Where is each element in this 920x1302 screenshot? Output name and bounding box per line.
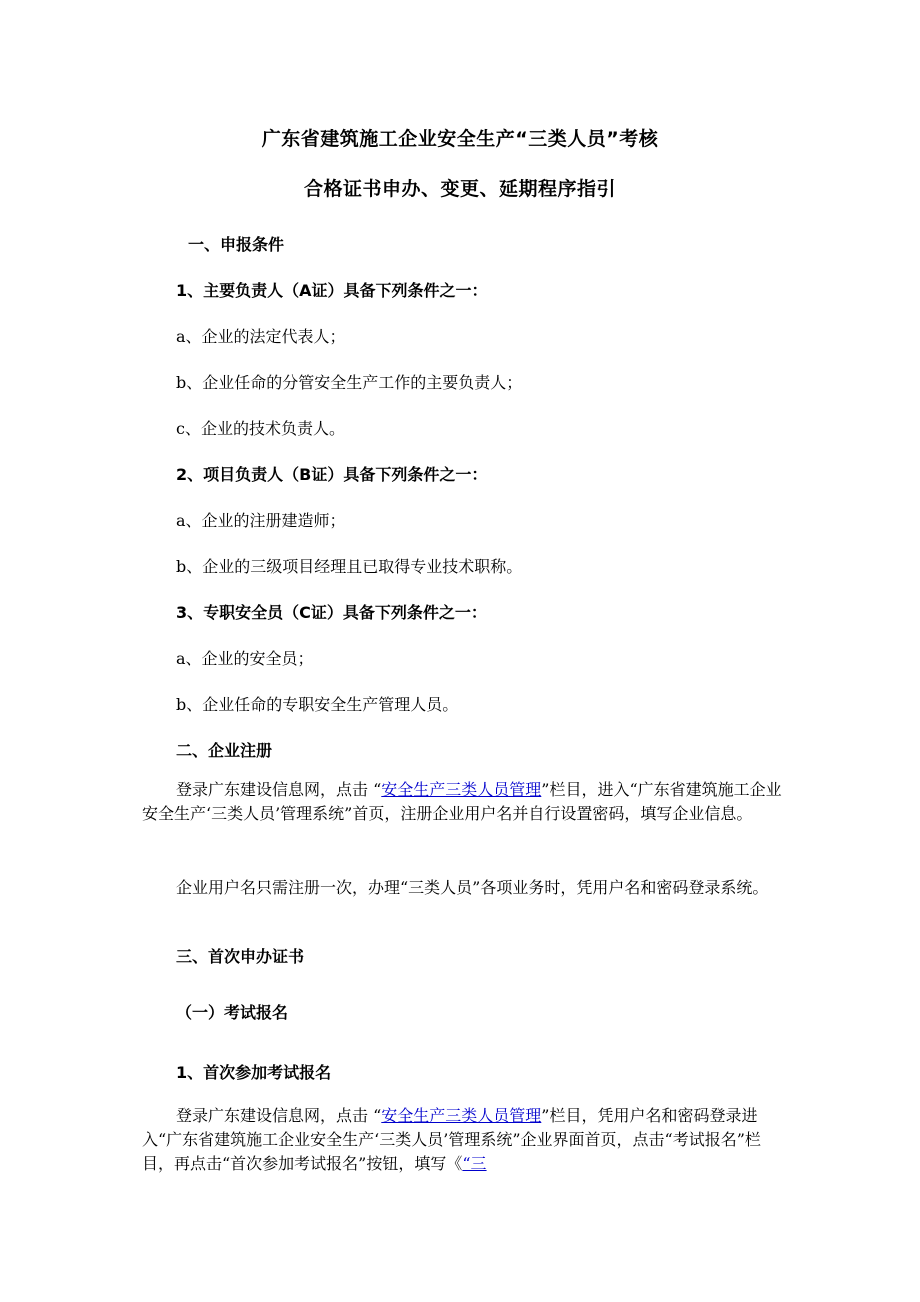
list-item: a、企业的安全员； [176,649,314,668]
form-link[interactable]: “三 [462,1154,487,1173]
section-heading-1: 一、申报条件 [188,235,285,254]
list-item: b、企业的三级项目经理且已取得专业技术职称。 [176,557,523,576]
subheading-exam-registration: （一）考试报名 [176,1003,289,1022]
safety-mgmt-link[interactable]: 安全生产三类人员管理 [381,780,542,799]
paragraph-username-note: 企业用户名只需注册一次，办理“三类人员”各项业务时，凭用户名和密码登录系统。 [176,878,769,897]
paragraph-first-exam [142,1104,782,1176]
list-item: a、企业的注册建造师； [176,511,346,530]
section-heading-2: 二、企业注册 [176,741,273,760]
doc-title-line1: 广东省建筑施工企业安全生产“三类人员”考核 [261,128,659,150]
subheading-b-cert: 2、项目负责人（B证）具备下列条件之一： [176,465,488,484]
list-item: b、企业任命的专职安全生产管理人员。 [176,695,459,714]
subheading-first-exam: 1、首次参加考试报名 [176,1063,332,1082]
section-heading-3: 三、首次申办证书 [176,947,305,966]
list-item: b、企业任命的分管安全生产工作的主要负责人； [176,373,523,392]
subheading-c-cert: 3、专职安全员（C证）具备下列条件之一： [176,603,487,622]
list-item: c、企业的技术负责人。 [176,419,345,438]
safety-mgmt-link[interactable]: 安全生产三类人员管理 [381,1106,542,1125]
paragraph-text: ”栏目，进入“广东省建筑施工企业安全生产‘三类人员’管理系统”首页，注册企业用户名并自行设置密码，填写企业信息。 [142,780,782,823]
paragraph-text: ”栏目，凭用户名和密码登录进入“广东省建筑施工企业安全生产‘三类人员’管理系统”企业界面首页，点击“考试报名”栏目，再点击“首次参加考试报名”按钮，填写《 [142,1106,761,1173]
subheading-a-cert: 1、主要负责人（A证）具备下列条件之一： [176,281,488,300]
doc-title-line2: 合格证书申办、变更、延期程序指引 [303,178,616,200]
paragraph-registration [142,778,782,826]
paragraph-text: 登录广东建设信息网，点击 “ [176,1106,382,1125]
list-item: a、企业的法定代表人； [176,327,346,346]
paragraph-text: 登录广东建设信息网，点击 “ [176,780,382,799]
